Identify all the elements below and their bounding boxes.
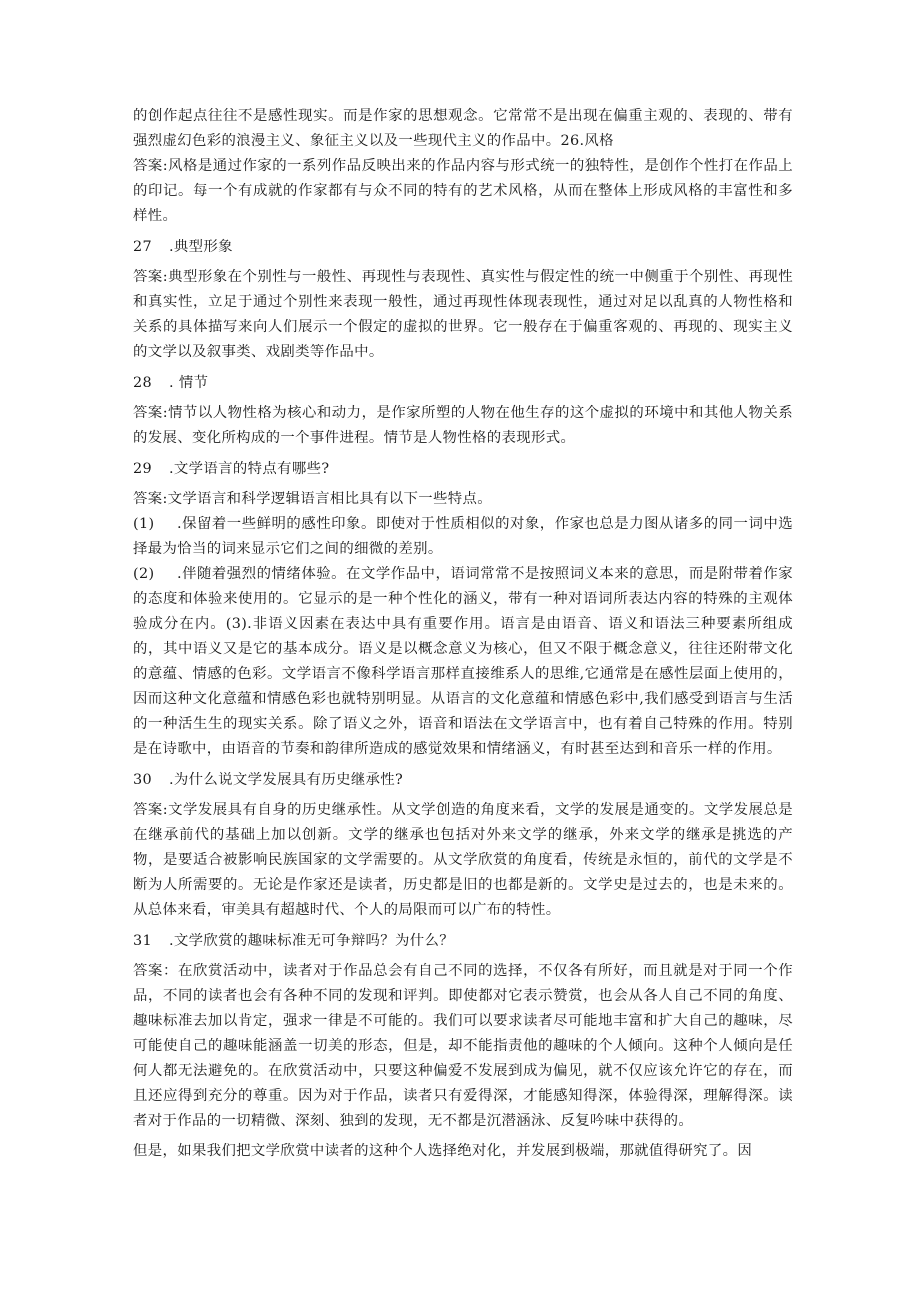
heading-number: 31 (133, 933, 153, 949)
answer-31-taste-standard: 答案：在欣赏活动中，读者对于作品总会有自己不同的选择，不仅各有所好，而且就是对于同一个作品，不同的读者也会有各种不同的发现和评判。即使都对它表示赞赏，也会从各人自己不同的角度、趣味标准去加以肯定，强求一律是不可能的。我们可以要求读者尽可能地丰富和扩大自己的趣味，尽可能使自己的趣味能涵盖一切美的形态，但是，却不能指责他的趣味的个人倾向。这种个人倾向是任何人都无法避免的。在欣赏活动中，只要这种偏爱不发展到成为偏见，就不仅应该允许它的存在，而且还应得到充分的尊重。因为对于作品，读者只有爱得深，才能感知得深，体验得深，理解得深。读者对于作品的一切精微、深刻、独到的发现，无不都是沉潜涵泳、反复吟味中获得的。 (133, 963, 793, 1129)
document-page (133, 104, 793, 1164)
list-item-number: (2) (133, 566, 155, 582)
answer-27-typical-image: 答案:典型形象在个别性与一般性、再现性与表现性、真实性与假定性的统一中侧重于个别性、再现性和真实性，立足于通过个别性来表现一般性，通过再现性体现表现性，通过对足以乱真的人物性格和关系的具体描写来向人们展示一个假定的虚拟的世界。它一般存在于偏重客观的、再现的、现实主义的文学以及叙事类、戏剧类等作品中。 (133, 269, 793, 360)
heading-text: .文学语言的特点有哪些? (169, 461, 330, 477)
list-item-number: (1) (133, 516, 155, 532)
heading-31 (133, 929, 793, 954)
heading-text: .为什么说文学发展具有历史继承性? (169, 772, 404, 788)
answer-28-plot: 答案:情节以人物性格为核心和动力，是作家所塑的人物在他生存的这个虚拟的环境中和其他人物关系的发展、变化所构成的一个事件进程。情节是人物性格的表现形式。 (133, 405, 793, 446)
heading-number: 30 (133, 772, 153, 788)
list-item-1 (133, 512, 793, 562)
paragraph-continuation: 但是，如果我们把文学欣赏中读者的这种个人选择绝对化，并发展到极端，那就值得研究了。因 (133, 1143, 753, 1159)
answer-26-style: 答案:风格是通过作家的一系列作品反映出来的作品内容与形式统一的独特性，是创作个性打在作品上的印记。每一个有成就的作家都有与众不同的特有的艺术风格，从而在整体上形成风格的丰富性和多样性。 (133, 158, 793, 224)
list-item-2 (133, 562, 793, 762)
heading-number: 27 (133, 239, 153, 255)
heading-28 (133, 371, 793, 396)
list-item-text: .保留着一些鲜明的感性印象。即使对于性质相似的对象，作家也总是力图从诸多的同一词中选择最为恰当的词来显示它们之间的细微的差别。 (133, 516, 793, 557)
heading-text: .文学欣赏的趣味标准无可争辩吗？为什么？ (169, 933, 454, 949)
heading-text: . 情节 (169, 375, 209, 391)
answer-30-inheritance: 答案:文学发展具有自身的历史继承性。从文学创造的角度来看，文学的发展是通变的。文学发展总是在继承前代的基础上加以创新。文学的继承也包括对外来文学的继承，外来文学的继承是挑选的产物，是要适合被影响民族国家的文学需要的。从文学欣赏的角度看，传统是永恒的，前代的文学是不断为人所需要的。无论是作家还是读者，历史都是旧的也都是新的。文学史是过去的，也是未来的。从总体来看，审美具有超越时代、个人的局限而可以广布的特性。 (133, 802, 793, 918)
heading-number: 29 (133, 461, 153, 477)
heading-number: 28 (133, 375, 153, 391)
heading-29 (133, 457, 793, 482)
heading-30 (133, 768, 793, 793)
list-item-text: .伴随着强烈的情绪体验。在文学作品中，语词常常不是按照词义本来的意思，而是附带着作家的态度和体验来使用的。它显示的是一种个性化的涵义，带有一种对语词所表达内容的特殊的主观体验成分在内。(3).非语义因素在表达中具有重要作用。语言是由语音、语义和语法三种要素所组成的，其中语义又是它的基本成分。语义是以概念意义为核心，但又不限于概念意义，往往还附带文化的意蕴、情感的色彩。文学语言不像科学语言那样直接维系人的思维,它通常是在感性层面上使用的，因而这种文化意蕴和情感色彩也就特别明显。从语言的文化意蕴和情感色彩中,我们感受到语言与生活的一种活生生的现实关系。除了语义之外，语音和语法在文学语言中，也有着自己特殊的作用。特别是在诗歌中，由语音的节奏和韵律所造成的感觉效果和情绪涵义，有时甚至达到和音乐一样的作用。 (133, 566, 793, 757)
paragraph-intro: 的创作起点往往不是感性现实。而是作家的思想观念。它常常不是出现在偏重主观的、表现的、带有强烈虚幻色彩的浪漫主义、象征主义以及一些现代主义的作品中。26.风格 (133, 108, 793, 149)
heading-text: .典型形象 (169, 239, 233, 255)
answer-29-intro: 答案:文学语言和科学逻辑语言相比具有以下一些特点。 (133, 491, 492, 507)
heading-27 (133, 235, 793, 260)
